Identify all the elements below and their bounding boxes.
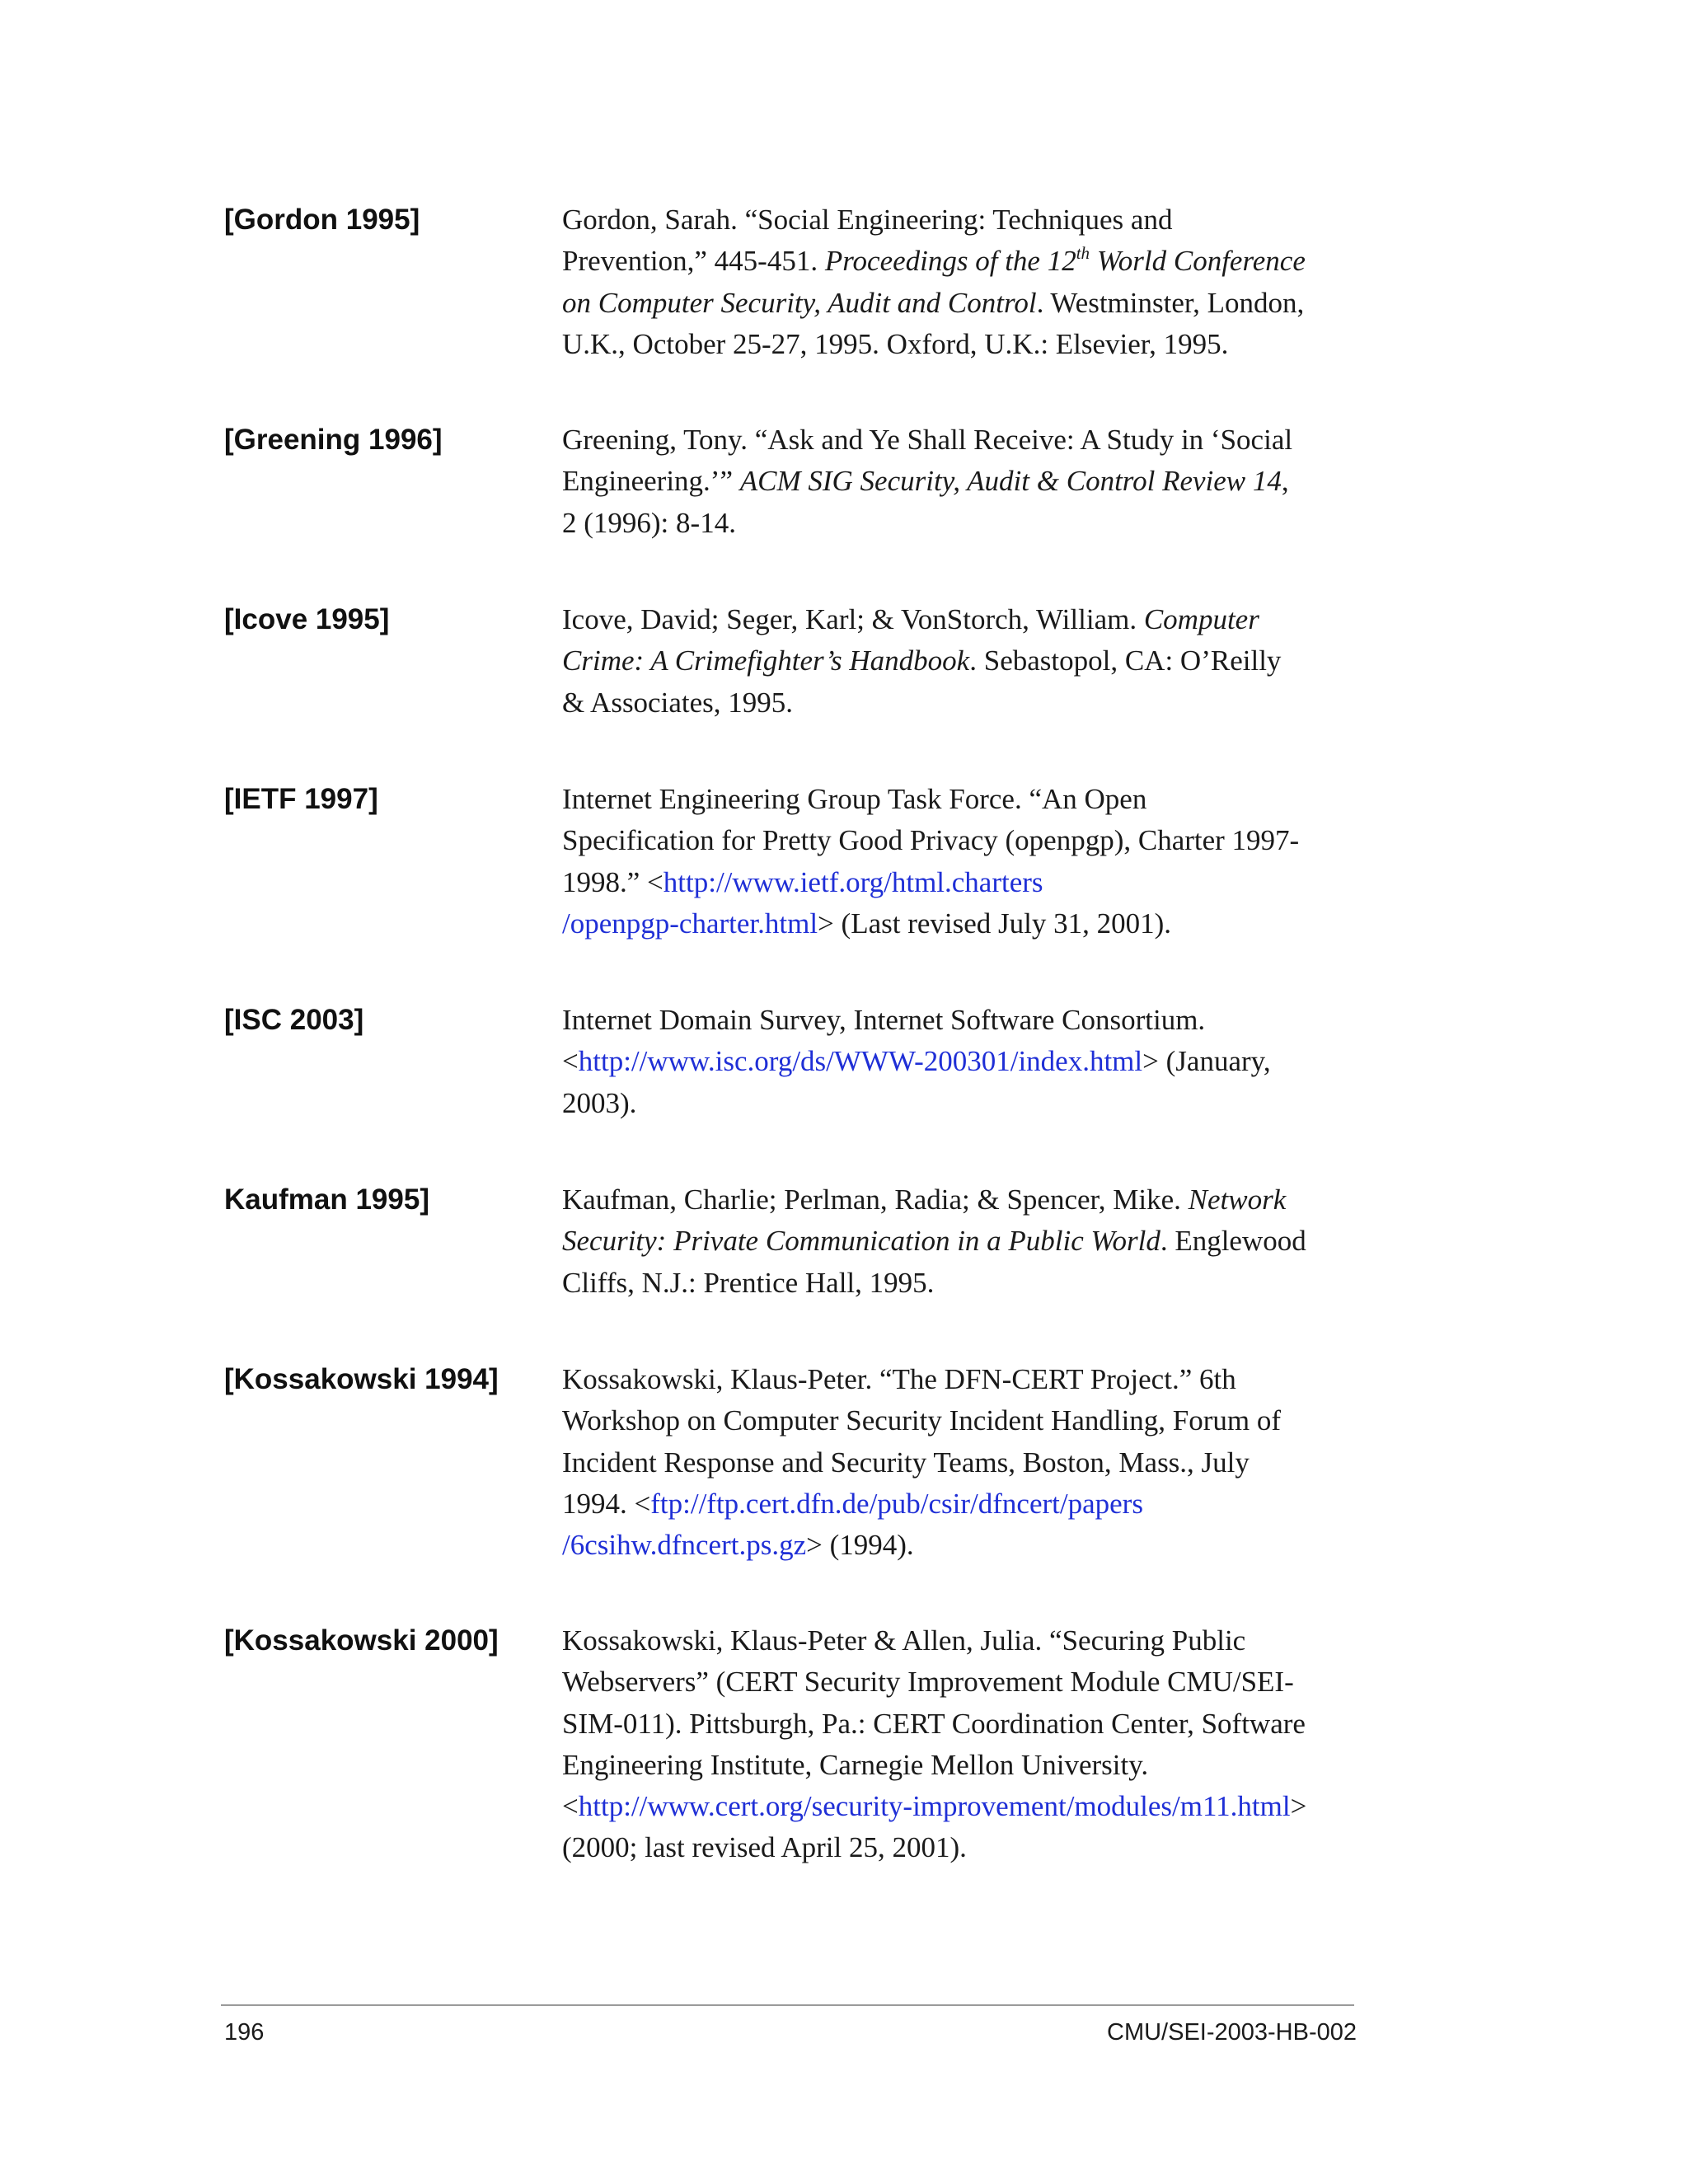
reference-segment: > (Last revised July 31, 2001).: [818, 907, 1172, 940]
reference-line: [562, 1000, 1378, 1041]
italic-title: Computer: [1143, 603, 1259, 635]
italic-title: ACM SIG Security, Audit & Control Review 14: [739, 465, 1282, 498]
reference-segment: Engineering Institute, Carnegie Mellon University.: [562, 1748, 1149, 1781]
reference-segment: . Westminster, London,: [1036, 286, 1305, 319]
reference-line: [562, 324, 1378, 365]
reference-line: [562, 640, 1378, 682]
reference-segment: Icove, David; Seger, Karl; & VonStorch, William.: [562, 603, 1144, 635]
reference-line: [562, 1179, 1378, 1221]
reference-line: [562, 1661, 1378, 1703]
reference-key: [ISC 2003]: [224, 1004, 364, 1036]
reference-line: [562, 1786, 1378, 1827]
reference-segment: Engineering.’”: [562, 465, 740, 498]
reference-segment: 2003).: [562, 1086, 637, 1119]
reference-line: [562, 1483, 1378, 1525]
italic-title: World Conference: [1090, 245, 1306, 278]
reference-segment: Webservers” (CERT Security Improvement Module CMU/SEI-: [562, 1666, 1294, 1699]
reference-key: [Kossakowski 2000]: [224, 1624, 499, 1657]
reference-segment: (2000; last revised April 25, 2001).: [562, 1831, 967, 1864]
reference-line: [562, 1704, 1378, 1745]
reference-segment: Specification for Pretty Good Privacy (openpgp), Charter 1997-: [562, 824, 1300, 857]
reference-line: [562, 779, 1378, 820]
reference-line: [562, 1442, 1378, 1483]
italic-title: Crime: A Crimefighter’s Handbook: [562, 644, 970, 677]
reference-segment: SIM-011). Pittsburgh, Pa.: CERT Coordination Center, Software: [562, 1707, 1306, 1740]
reference-line: [562, 1745, 1378, 1786]
italic-title: Proceedings of the 12: [824, 245, 1076, 278]
reference-segment: 1998.” <: [562, 865, 663, 898]
document-id: CMU/SEI-2003-HB-002: [1107, 2019, 1357, 2046]
reference-key: [IETF 1997]: [224, 783, 378, 815]
reference-text: [562, 599, 1378, 724]
reference-text: [562, 1620, 1378, 1869]
reference-segment: <: [562, 1045, 579, 1078]
reference-text: [562, 199, 1378, 365]
reference-segment: . Sebastopol, CA: O’Reilly: [969, 644, 1282, 677]
reference-segment: Greening, Tony. “Ask and Ye Shall Receive: A Study in ‘Social: [562, 424, 1293, 456]
reference-link[interactable]: http://www.isc.org/ds/WWW-200301/index.html: [578, 1045, 1143, 1078]
reference-text: [562, 419, 1378, 544]
reference-key: [Kossakowski 1994]: [224, 1363, 499, 1395]
reference-segment: > (January,: [1142, 1045, 1271, 1078]
reference-text: [562, 1000, 1378, 1124]
reference-line: [562, 820, 1378, 861]
reference-key: [Greening 1996]: [224, 424, 443, 456]
reference-segment: Internet Engineering Group Task Force. “An Open: [562, 783, 1147, 815]
reference-segment: . Englewood: [1160, 1225, 1306, 1258]
reference-line: [562, 862, 1378, 903]
reference-segment: 1994. <: [562, 1487, 651, 1520]
reference-text: [562, 779, 1378, 944]
reference-segment: Incident Response and Security Teams, Boston, Mass., July: [562, 1446, 1250, 1479]
superscript-text: th: [1076, 243, 1090, 264]
reference-link[interactable]: ftp://ftp.cert.dfn.de/pub/csir/dfncert/papers: [650, 1487, 1143, 1520]
reference-text: [562, 1359, 1378, 1566]
reference-segment: 2 (1996): 8-14.: [562, 506, 736, 539]
reference-line: [562, 1400, 1378, 1441]
reference-segment: Workshop on Computer Security Incident Handling, Forum of: [562, 1404, 1282, 1437]
reference-link[interactable]: http://www.cert.org/security-improvement/modules/m11.html: [578, 1790, 1291, 1823]
reference-line: [562, 1263, 1378, 1304]
reference-line: [562, 903, 1378, 944]
reference-line: [562, 199, 1378, 241]
reference-line: [562, 503, 1378, 544]
reference-line: [562, 419, 1378, 461]
reference-key: [Gordon 1995]: [224, 204, 420, 236]
reference-link[interactable]: /6csihw.dfncert.ps.gz: [562, 1529, 807, 1562]
reference-line: [562, 283, 1378, 324]
reference-segment: Kossakowski, Klaus-Peter & Allen, Julia. “Securing Public: [562, 1624, 1246, 1657]
reference-line: [562, 1041, 1378, 1082]
reference-segment: Internet Domain Survey, Internet Software Consortium.: [562, 1004, 1206, 1036]
reference-segment: > (1994).: [806, 1529, 914, 1562]
reference-line: [562, 1221, 1378, 1262]
reference-line: [562, 1620, 1378, 1661]
reference-key: Kaufman 1995]: [224, 1183, 429, 1216]
reference-line: [562, 682, 1378, 724]
reference-line: [562, 241, 1378, 282]
page-number: 196: [224, 2019, 265, 2046]
reference-segment: Kaufman, Charlie; Perlman, Radia; & Spencer, Mike.: [562, 1183, 1189, 1216]
reference-text: [562, 1179, 1378, 1304]
reference-line: [562, 1083, 1378, 1124]
reference-segment: Kossakowski, Klaus-Peter. “The DFN-CERT Project.” 6th: [562, 1363, 1236, 1395]
reference-line: [562, 599, 1378, 640]
reference-segment: U.K., October 25-27, 1995. Oxford, U.K.: Elsevier, 1995.: [562, 327, 1229, 360]
reference-link[interactable]: http://www.ietf.org/html.charters: [663, 865, 1043, 898]
reference-segment: <: [562, 1790, 579, 1823]
footer-divider: [221, 2004, 1354, 2006]
reference-key: [Icove 1995]: [224, 603, 390, 635]
reference-line: [562, 1359, 1378, 1400]
reference-segment: >: [1290, 1790, 1307, 1823]
italic-title: on Computer Security, Audit and Control: [562, 286, 1037, 319]
reference-segment: Cliffs, N.J.: Prentice Hall, 1995.: [562, 1266, 935, 1299]
italic-title: Security: Private Communication in a Public World: [562, 1225, 1160, 1258]
reference-segment: Gordon, Sarah. “Social Engineering: Techniques and: [562, 204, 1173, 236]
reference-segment: & Associates, 1995.: [562, 686, 793, 719]
reference-link[interactable]: /openpgp-charter.html: [562, 907, 818, 940]
reference-segment: Prevention,” 445-451.: [562, 245, 825, 278]
reference-segment: ,: [1281, 465, 1289, 498]
reference-line: [562, 1525, 1378, 1566]
reference-line: [562, 461, 1378, 502]
reference-line: [562, 1827, 1378, 1868]
italic-title: Network: [1188, 1183, 1287, 1216]
